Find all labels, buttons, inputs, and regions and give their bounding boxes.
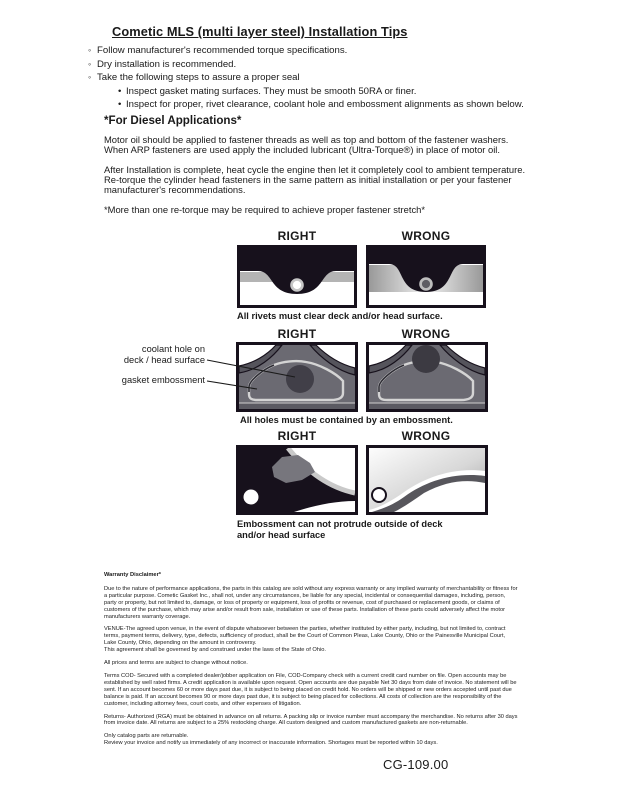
diesel-paragraph: Motor oil should be applied to fastener threads as well as top and bottom of the fastener washers. When ARP fasteners are used apply the included lubricant (Ultra-Torque®) in place of motor oil.	[104, 134, 509, 155]
coolant-hole-annotation	[85, 344, 205, 365]
row2-caption: All holes must be contained by an embossment.	[240, 415, 453, 425]
rivet	[422, 280, 430, 288]
bolt-hole	[372, 488, 386, 502]
diagram-embossment-wrong	[366, 342, 488, 412]
row3-right-label: RIGHT	[277, 429, 317, 443]
diesel-paragraph: *More than one re-torque may be required to achieve proper fastener stretch*	[104, 204, 426, 215]
tip-item	[88, 71, 558, 85]
warranty-heading: Warranty Disclaimer*	[104, 572, 162, 578]
warranty-paragraph: Review your invoice and notify us immediately of any incorrect or inaccurate information. Shortages must be reported within 10 days.	[104, 740, 438, 747]
caption-line: and/or head surface	[237, 530, 326, 540]
warranty-section	[104, 572, 518, 747]
tip-item	[88, 44, 558, 58]
warranty-paragraph: VENUE-The agreed upon venue, in the event of dispute whatsoever between the parties, whether instituted by either party, including, but not limited to, contract terms, payment terms, delivery, type, defects, sufficiency of product, shall be the Court of Common Pleas, Lake County, Ohio or the Painesville Municipal Court, Lake County, Ohio, depending on the amount in controversy.	[104, 626, 506, 647]
tip-text: Dry installation is recommended.	[97, 58, 237, 70]
row1-caption: All rivets must clear deck and/or head surface.	[237, 311, 443, 321]
diesel-paragraph: After Installation is complete, heat cycle the engine then let it completely cool to ambient temperature. Re-torque the cylinder head fasteners in the same pattern as initial installation or per your fastener manufacturer's recommendations.	[104, 164, 526, 195]
diagram-embossment-right	[236, 342, 358, 412]
warranty-paragraph: All prices and terms are subject to change without notice.	[104, 660, 248, 667]
deck-edge-wrong-diagram	[366, 445, 488, 515]
warranty-paragraph: Terms COD- Secured with a completed dealer/jobber application on File, COD-Company check with a current credit card number on file. Open accounts may be established by well rated firms. A credit application is available upon request. Open accounts are due payable Net 30 days from date of invoice. No statement will be sent. If an account becomes 60 or more days past due, it is subject to being placed on credit hold. No orders will be shipped or new orders accepted until past due balance is paid. If an account becomes 90 or more days past due, it is subject to being placed for collections. All costs of collection are the responsibility of the customer, including attorney fees, court costs, and other expenses of litigation.	[104, 672, 517, 707]
hole-containment-right-diagram	[236, 342, 358, 412]
diagram-rivet-right	[237, 245, 357, 308]
rivet-clearance-wrong-diagram	[366, 245, 486, 308]
coolant-hole	[412, 345, 440, 373]
deck-edge-right-diagram	[236, 445, 358, 515]
hole-containment-wrong-diagram	[366, 342, 488, 412]
row1-wrong-label: WRONG	[401, 229, 451, 243]
annotation-line: deck / head surface	[123, 354, 205, 365]
diagram-rivet-wrong	[366, 245, 486, 308]
tip-text: Follow manufacturer's recommended torque specifications.	[97, 45, 348, 56]
tip-text: Take the following steps to assure a proper seal	[97, 72, 300, 84]
row3-wrong-label: WRONG	[401, 429, 451, 443]
annotation-line: coolant hole on	[141, 344, 205, 354]
row2-wrong-label: WRONG	[401, 327, 451, 341]
gasket-embossment-annotation	[85, 375, 205, 386]
tip-text: Inspect gasket mating surfaces. They must be smooth 50RA or finer.	[126, 85, 417, 97]
row1-right-label: RIGHT	[277, 229, 317, 243]
page-number: CG-109.00	[383, 757, 449, 772]
install-tips-list	[88, 44, 558, 112]
page-title: Cometic MLS (multi layer steel) Installation Tips	[112, 24, 408, 39]
row3-caption	[237, 519, 443, 541]
caption-line: Embossment can not protrude outside of deck	[237, 519, 443, 529]
warranty-paragraph: Due to the nature of performance applications, the parts in this catalog are sold without any express warranty or any implied warranty of merchantability or fitness for a particular purpose. Cometic Gasket Inc., shall not, under any circumstances, be liable for any special, incidental or consequential damages, including, person, party or property, but not limited to, damage, or loss of property or equipment, loss of profits or revenue, cost of purchased or replacement goods, or claims of customers of the purchase, which may arise and/or result from sale, installation or use of these parts. Installation of these parts could adversely affect the motor manufacturers warranty coverage.	[104, 585, 518, 620]
warranty-paragraph: Returns- Authorized (RGA) must be obtained in advance on all returns. A packing slip or invoice number must accompany the merchandise. No returns after 30 days from invoice date. All returns are subject to a 25% restocking charge. All custom designed and custom manufactured gaskets are non-returnable.	[104, 713, 518, 727]
rivet-clearance-right-diagram	[237, 245, 357, 308]
diesel-section	[104, 114, 528, 225]
warranty-paragraph: This agreement shall be governed by and construed under the laws of the State of Ohio.	[104, 647, 326, 654]
tip-subitem	[118, 98, 558, 112]
rivet	[293, 281, 301, 289]
tip-item	[88, 58, 558, 72]
tip-text: Inspect for proper, rivet clearance, coolant hole and embossment alignments as shown below.	[126, 99, 524, 111]
warranty-paragraph: Only catalog parts are returnable.	[104, 733, 189, 740]
coolant-hole	[286, 365, 314, 393]
tip-subitem	[118, 85, 558, 99]
bolt-hole	[244, 490, 259, 505]
annotation-line: gasket embossment	[121, 375, 205, 385]
diagram-deck-edge-right	[236, 445, 358, 515]
diagram-deck-edge-wrong	[366, 445, 488, 515]
diesel-heading: *For Diesel Applications*	[104, 114, 242, 127]
row2-right-label: RIGHT	[277, 327, 317, 341]
